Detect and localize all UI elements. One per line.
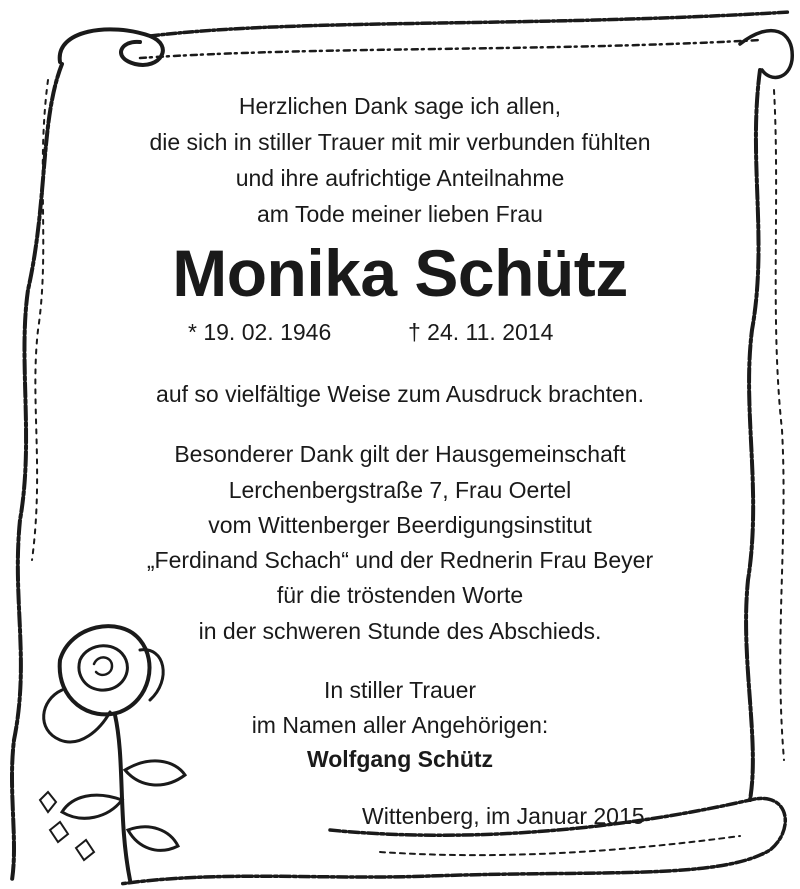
thanks-line: in der schweren Stunde des Abschieds. — [198, 618, 602, 644]
place-date: Wittenberg, im Januar 2015 — [362, 803, 645, 829]
thanks-line: Lerchenbergstraße 7, Frau Oertel — [228, 477, 572, 503]
intro-line: die sich in stiller Trauer mit mir verbunden fühlten — [149, 129, 651, 155]
signer-name: Wolfgang Schütz — [306, 746, 494, 772]
death-date: † 24. 11. 2014 — [408, 319, 554, 345]
expression-line: auf so vielfältige Weise zum Ausdruck brachten. — [156, 381, 644, 407]
birth-date: * 19. 02. 1946 — [188, 319, 332, 345]
intro-line: und ihre aufrichtige Anteilnahme — [235, 165, 565, 191]
thanks-line: Besonderer Dank gilt der Hausgemeinschaft — [174, 441, 626, 467]
thanks-line: für die tröstenden Worte — [276, 582, 524, 608]
intro-line: am Tode meiner lieben Frau — [257, 201, 543, 227]
thanks-line: vom Wittenberger Beerdigungsinstitut — [208, 512, 592, 538]
deceased-name: Monika Schütz — [172, 236, 628, 310]
mourning-line: In stiller Trauer — [323, 677, 477, 703]
thanks-line: „Ferdinand Schach“ und der Rednerin Frau Beyer — [146, 547, 654, 573]
mourning-line: im Namen aller Angehörigen: — [251, 712, 549, 738]
intro-line: Herzlichen Dank sage ich allen, — [238, 93, 562, 119]
